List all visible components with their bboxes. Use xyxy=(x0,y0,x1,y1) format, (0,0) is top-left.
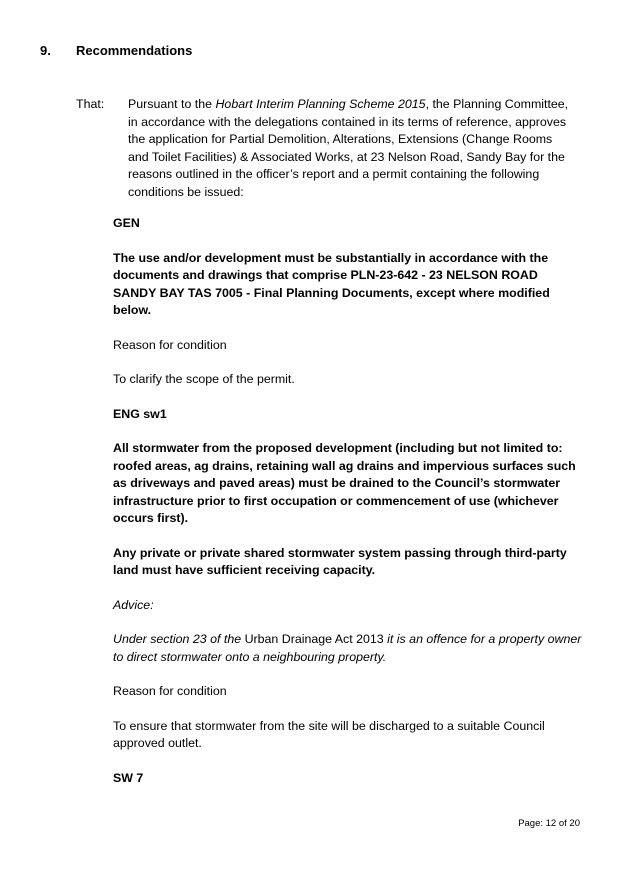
act-name: Urban Drainage Act 2013 xyxy=(244,632,384,646)
section-heading xyxy=(40,42,192,60)
section-number: 9. xyxy=(40,43,51,58)
intro-line: conditions be issued: xyxy=(128,184,244,199)
reason-label: Reason for condition xyxy=(113,337,227,352)
condition-text-line: roofed areas, ag drains, retaining wall ag drains and impervious surfaces such xyxy=(113,458,576,473)
condition-code: ENG sw1 xyxy=(113,406,167,421)
reason-text: approved outlet. xyxy=(113,736,202,750)
conditions xyxy=(113,215,598,787)
intro-line: and Toilet Facilities) & Associated Works, at 23 Nelson Road, Sandy Bay for the xyxy=(128,149,565,164)
intro-prefix: Pursuant to the xyxy=(128,97,216,111)
intro-line xyxy=(128,96,598,114)
condition-text-line: documents and drawings that comprise PLN-23-642 - 23 NELSON ROAD xyxy=(113,268,538,282)
advice-line: to direct stormwater onto a neighbouring property. xyxy=(113,649,387,664)
condition-text-line: infrastructure prior to first occupation or commencement of use (whichever xyxy=(113,493,559,508)
condition-sw7 xyxy=(113,770,598,788)
condition-text-line: All stormwater from the proposed development (including but not limited to: xyxy=(113,441,563,455)
condition-eng-sw1 xyxy=(113,406,598,753)
advice-part: it is an offence for a property owner xyxy=(383,632,582,646)
reason-text: To ensure that stormwater from the site will be discharged to a suitable Council xyxy=(113,718,545,733)
condition-text-line: SANDY BAY TAS 7005 - Final Planning Documents, except where modified xyxy=(113,285,550,300)
advice-part: Under section 23 of the xyxy=(113,632,245,646)
condition-text-line: below. xyxy=(113,303,152,317)
condition-text-line: occurs first). xyxy=(113,511,189,525)
condition-text-line: as driveways and paved areas) must be drained to the Council’s stormwater xyxy=(113,476,561,490)
intro-line: reasons outlined in the officer’s report and a permit containing the following xyxy=(128,167,540,181)
condition-text-line: The use and/or development must be substantially in accordance with the xyxy=(113,250,549,265)
condition-gen xyxy=(113,215,598,389)
that-label: That: xyxy=(76,97,105,111)
scheme-name: Hobart Interim Planning Scheme 2015 xyxy=(215,97,426,111)
intro-line-text: , the Planning Committee, xyxy=(425,97,569,111)
advice-line xyxy=(113,631,598,649)
reason-text: To clarify the scope of the permit. xyxy=(113,372,295,386)
condition-text-line: Any private or private shared stormwater system passing through third-party xyxy=(113,545,567,560)
condition-text-line: land must have sufficient receiving capacity. xyxy=(113,563,376,577)
reason-label: Reason for condition xyxy=(113,684,227,698)
condition-code: SW 7 xyxy=(113,770,144,785)
page-number: Page: 12 of 20 xyxy=(518,818,580,829)
condition-code: GEN xyxy=(113,216,140,230)
advice-label: Advice: xyxy=(113,597,154,612)
intro-line: the application for Partial Demolition, Alterations, Extensions (Change Rooms xyxy=(128,132,553,146)
intro-line: in accordance with the delegations contained in its terms of reference, approves xyxy=(128,114,567,129)
recommendation-intro xyxy=(128,96,598,201)
section-title: Recommendations xyxy=(76,43,193,58)
